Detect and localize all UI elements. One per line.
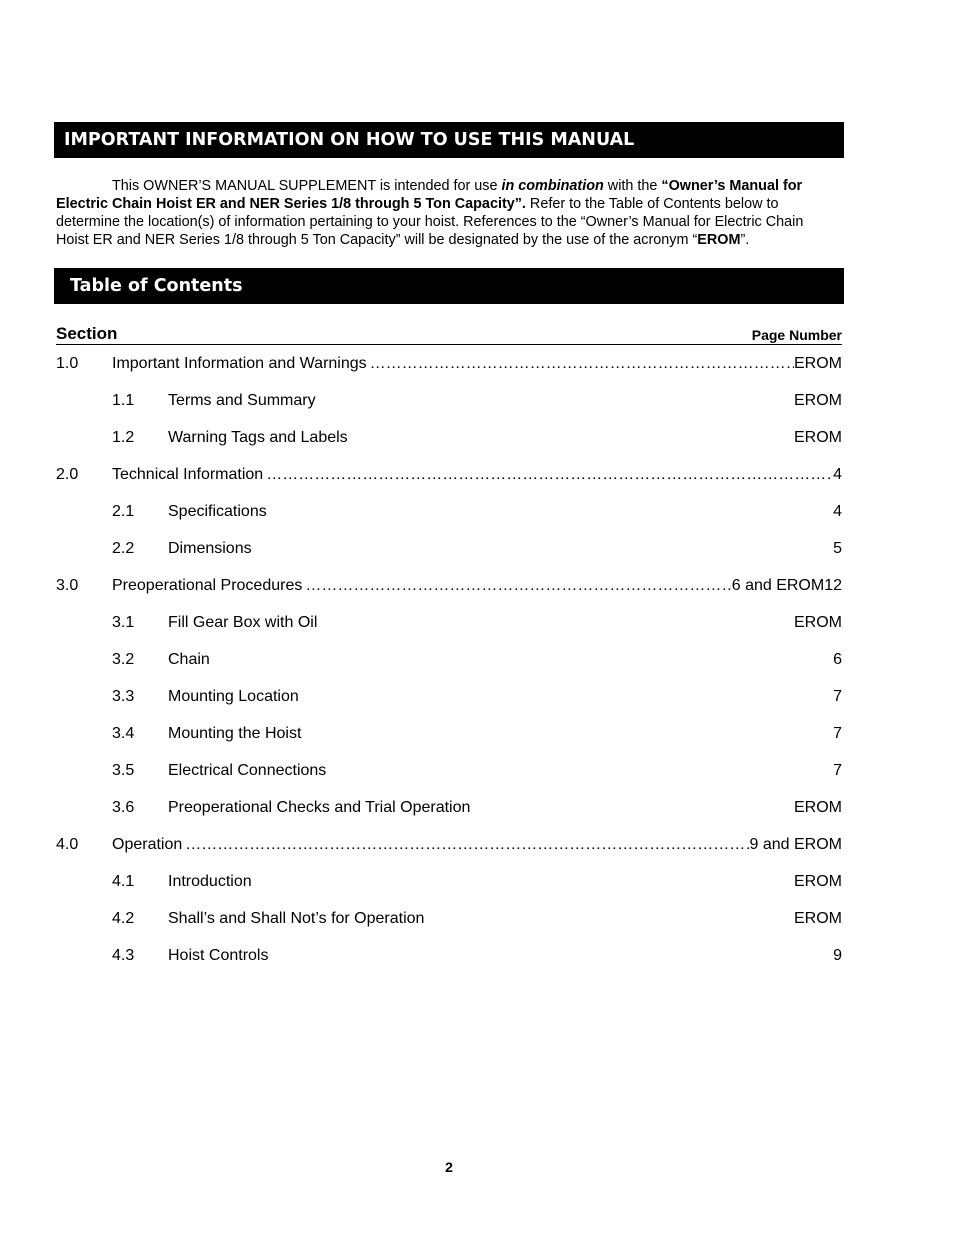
toc-section-number: 3.0 bbox=[56, 577, 79, 594]
toc-page-ref: EROM bbox=[794, 873, 842, 890]
toc-section-number: 1.0 bbox=[56, 355, 79, 372]
toc-row bbox=[56, 909, 842, 946]
toc-page-ref: 6 and EROM12 bbox=[731, 577, 842, 594]
toc-section-title: Preoperational Procedures bbox=[112, 577, 303, 594]
toc-section-number: 2.0 bbox=[56, 466, 79, 483]
toc-section-title: Fill Gear Box with Oil bbox=[168, 614, 318, 631]
toc-section-title: Introduction bbox=[168, 873, 252, 890]
intro-line-1 bbox=[56, 177, 846, 195]
intro-acronym: EROM bbox=[697, 232, 741, 248]
toc-row bbox=[56, 502, 842, 539]
toc-dot-leader bbox=[367, 354, 794, 374]
toc-section-number: 3.3 bbox=[112, 688, 135, 705]
toc-row bbox=[56, 465, 842, 502]
toc-page-ref: EROM bbox=[794, 799, 842, 816]
toc-page-ref: EROM bbox=[794, 429, 842, 446]
toc-section-number: 2.1 bbox=[112, 503, 135, 520]
toc-section-number: 4.3 bbox=[112, 947, 135, 964]
toc-page-ref: 4 bbox=[833, 503, 842, 520]
toc-section-number: 1.1 bbox=[112, 392, 135, 409]
toc-dot-leader bbox=[182, 835, 749, 855]
toc-section-number: 4.1 bbox=[112, 873, 135, 890]
toc-section-title: Operation bbox=[112, 836, 183, 853]
toc-page-ref: 9 bbox=[833, 947, 842, 964]
intro-line-4 bbox=[56, 231, 846, 249]
toc-leader bbox=[112, 354, 842, 374]
toc-section-number: 3.5 bbox=[112, 762, 135, 779]
toc-section-title: Mounting the Hoist bbox=[168, 725, 302, 742]
toc-section-number: 3.2 bbox=[112, 651, 135, 668]
toc-row bbox=[56, 613, 842, 650]
toc-page-ref: 5 bbox=[833, 540, 842, 557]
toc-section-title: Electrical Connections bbox=[168, 762, 327, 779]
intro-manual-title: “Owner’s Manual for bbox=[661, 178, 803, 194]
toc-page-ref: 6 bbox=[833, 651, 842, 668]
toc-row bbox=[56, 354, 842, 391]
toc-page-ref: 7 bbox=[833, 688, 842, 705]
section-banner-table-of-contents: Table of Contents bbox=[54, 268, 844, 304]
toc-section-title: Chain bbox=[168, 651, 210, 668]
toc-section-number: 1.2 bbox=[112, 429, 135, 446]
toc-row bbox=[56, 872, 842, 909]
toc-leader bbox=[112, 465, 842, 485]
toc-row bbox=[56, 539, 842, 576]
intro-line-2 bbox=[56, 195, 846, 213]
toc-page-ref: EROM bbox=[794, 392, 842, 409]
toc-page-ref: 9 and EROM bbox=[749, 836, 842, 853]
toc-section-title: Specifications bbox=[168, 503, 267, 520]
toc-row bbox=[56, 798, 842, 835]
intro-text: Refer to the Table of Contents below to bbox=[525, 196, 779, 212]
table-of-contents bbox=[56, 354, 842, 983]
toc-page-ref: EROM bbox=[794, 910, 842, 927]
toc-section-title: Hoist Controls bbox=[168, 947, 269, 964]
toc-section-title: Warning Tags and Labels bbox=[168, 429, 348, 446]
toc-section-number: 3.4 bbox=[112, 725, 135, 742]
toc-row bbox=[56, 835, 842, 872]
toc-page-ref: 7 bbox=[833, 725, 842, 742]
toc-section-title: Mounting Location bbox=[168, 688, 299, 705]
toc-section-title: Dimensions bbox=[168, 540, 252, 557]
toc-row bbox=[56, 687, 842, 724]
toc-section-number: 2.2 bbox=[112, 540, 135, 557]
toc-dot-leader bbox=[302, 576, 731, 596]
toc-leader bbox=[112, 576, 842, 596]
toc-section-title: Terms and Summary bbox=[168, 392, 316, 409]
toc-page-ref: 7 bbox=[833, 762, 842, 779]
toc-section-number: 3.6 bbox=[112, 799, 135, 816]
toc-row bbox=[56, 724, 842, 761]
toc-row bbox=[56, 650, 842, 687]
toc-section-number: 4.2 bbox=[112, 910, 135, 927]
intro-text: with the bbox=[603, 178, 662, 194]
intro-text: ”. bbox=[740, 232, 750, 248]
intro-text: Hoist ER and NER Series 1/8 through 5 Ton Capacity” will be designated by the use of the acronym “ bbox=[56, 232, 698, 248]
intro-line-3: determine the location(s) of information pertaining to your hoist. References to the “Owner’s Manual for Electric Chain bbox=[56, 214, 804, 230]
intro-text: This OWNER’S MANUAL SUPPLEMENT is intended for use bbox=[112, 178, 502, 194]
toc-header-section: Section bbox=[56, 324, 118, 343]
toc-section-title: Technical Information bbox=[112, 466, 264, 483]
toc-row bbox=[56, 391, 842, 428]
toc-row bbox=[56, 576, 842, 613]
intro-paragraph bbox=[56, 177, 846, 249]
toc-leader bbox=[112, 835, 842, 855]
toc-header bbox=[56, 324, 842, 345]
toc-dot-leader bbox=[263, 465, 833, 485]
toc-section-title: Shall’s and Shall Not’s for Operation bbox=[168, 910, 425, 927]
toc-section-number: 3.1 bbox=[112, 614, 135, 631]
toc-section-title: Preoperational Checks and Trial Operation bbox=[168, 799, 471, 816]
intro-manual-title: Electric Chain Hoist ER and NER Series 1/8 through 5 Ton Capacity”. bbox=[56, 196, 526, 212]
toc-page-ref: EROM bbox=[794, 614, 842, 631]
toc-section-title: Important Information and Warnings bbox=[112, 355, 367, 372]
toc-page-ref: EROM bbox=[794, 355, 842, 372]
toc-section-number: 4.0 bbox=[56, 836, 79, 853]
toc-row bbox=[56, 946, 842, 983]
section-banner-important-information: IMPORTANT INFORMATION ON HOW TO USE THIS MANUAL bbox=[54, 122, 844, 158]
toc-header-page-number: Page Number bbox=[751, 327, 842, 343]
toc-page-ref: 4 bbox=[833, 466, 842, 483]
intro-emphasis: in combination bbox=[501, 178, 604, 194]
toc-row bbox=[56, 761, 842, 798]
page-number: 2 bbox=[445, 1159, 453, 1175]
toc-row bbox=[56, 428, 842, 465]
